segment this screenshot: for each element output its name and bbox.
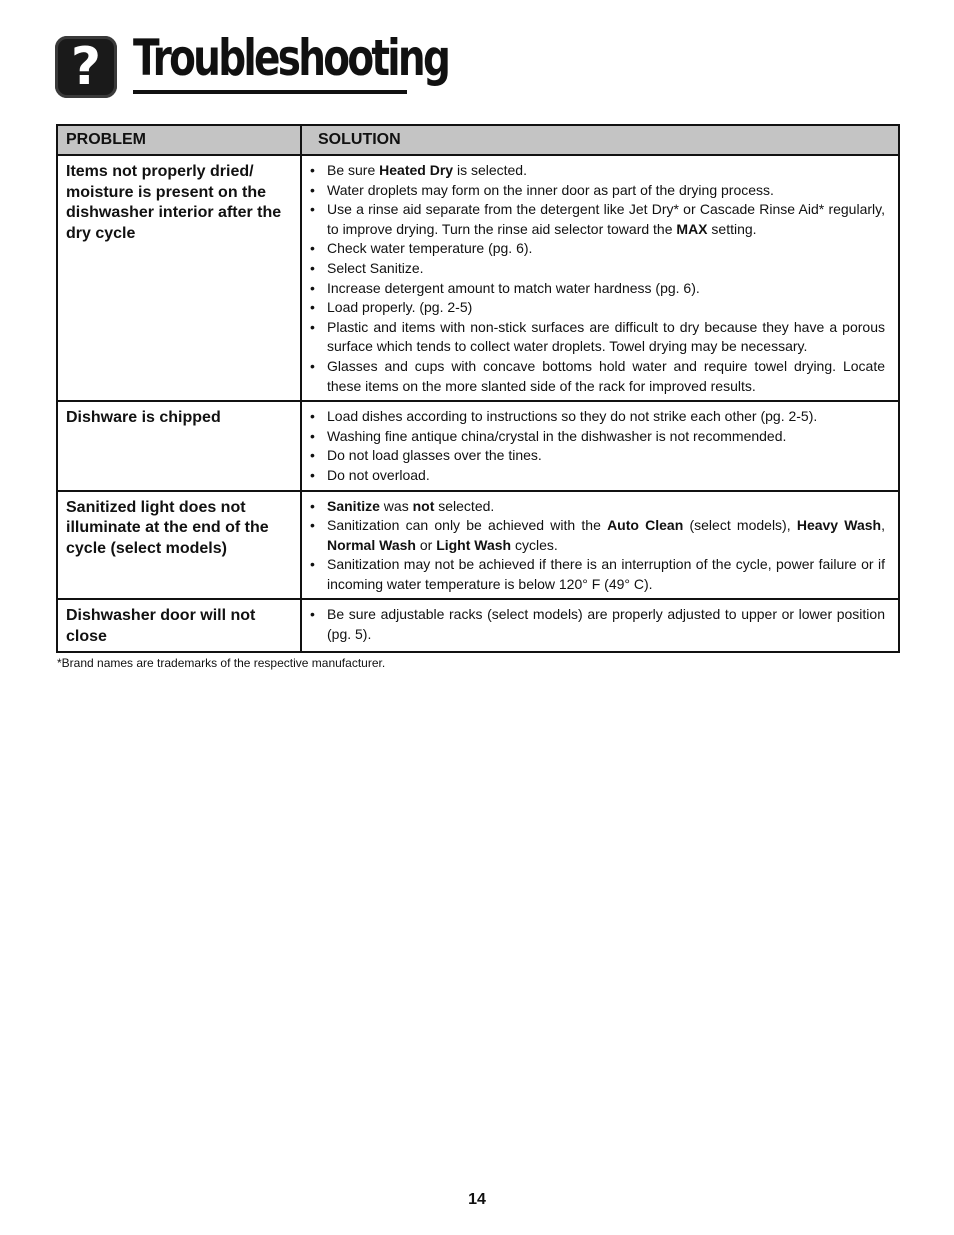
solution-text: Washing fine antique china/crystal in the dishwasher is not recommended. xyxy=(327,427,787,444)
column-header-solution: SOLUTION xyxy=(301,125,899,155)
solution-cell xyxy=(301,491,899,600)
solution-item xyxy=(310,407,885,427)
solution-text: Use a rinse aid separate from the detergent like Jet Dry* or Cascade Rinse Aid* regularly, to improve drying. Turn the rinse aid selector toward the xyxy=(327,201,885,237)
solution-item xyxy=(310,555,885,594)
problem-cell: Dishware is chipped xyxy=(57,401,301,490)
table-row xyxy=(57,155,899,401)
question-mark-glyph: ? xyxy=(70,37,102,97)
solution-text: Do not overload. xyxy=(327,466,430,483)
solution-emphasis: Heated Dry xyxy=(379,162,454,178)
solution-text: Plastic and items with non-stick surfaces are difficult to dry because they have a porous surface which tends to collect water droplets. Towel drying may be necessary. xyxy=(327,318,885,355)
solution-text: Be sure xyxy=(327,162,380,178)
solution-emphasis: Light Wash xyxy=(436,536,512,553)
solution-list xyxy=(310,605,885,644)
solution-item xyxy=(310,466,885,486)
solution-list xyxy=(310,161,885,396)
solution-text: Check water temperature (pg. 6). xyxy=(327,240,533,257)
solution-text: Glasses and cups with concave bottoms hold water and require towel drying. Locate these items on the more slanted side of the rack for improved results. xyxy=(327,357,885,394)
table-row xyxy=(57,599,899,652)
solution-text: , xyxy=(881,517,885,534)
solution-text: Water droplets may form on the inner door as part of the drying process. xyxy=(327,181,774,198)
troubleshooting-table xyxy=(56,124,900,653)
solution-item xyxy=(310,605,885,644)
solution-item xyxy=(310,181,885,201)
solution-item xyxy=(310,161,885,181)
solution-item xyxy=(310,298,885,318)
solution-item xyxy=(310,446,885,466)
solution-text: setting. xyxy=(707,220,757,237)
solution-text: Sanitization can only be achieved with the xyxy=(327,517,608,534)
solution-text: (select models), xyxy=(683,517,797,534)
solution-emphasis: Heavy Wash xyxy=(796,517,882,534)
solution-emphasis: Auto Clean xyxy=(607,517,684,534)
problem-cell: Sanitized light does not illuminate at the end of the cycle (select models) xyxy=(57,491,301,600)
solution-text: Do not load glasses over the tines. xyxy=(327,447,542,464)
table-header-row xyxy=(57,125,899,155)
solution-item xyxy=(310,259,885,279)
solution-text: or xyxy=(415,536,437,553)
solution-text: selected. xyxy=(434,497,495,514)
solution-cell xyxy=(301,155,899,401)
footnote: *Brand names are trademarks of the respective manufacturer. xyxy=(57,656,386,670)
solution-text: was xyxy=(379,497,413,514)
solution-cell xyxy=(301,401,899,490)
table-row xyxy=(57,401,899,490)
page-number: 14 xyxy=(468,1191,486,1208)
problem-cell: Dishwasher door will not close xyxy=(57,599,301,652)
solution-text: Load properly. (pg. 2-5) xyxy=(327,299,473,316)
page-title: Troubleshooting xyxy=(133,29,449,87)
solution-item xyxy=(310,516,885,555)
table-row xyxy=(57,491,899,600)
solution-emphasis: not xyxy=(412,497,435,514)
solution-list xyxy=(310,497,885,595)
solution-item xyxy=(310,357,885,396)
solution-text: Be sure adjustable racks (select models) are properly adjusted to upper or lower position (pg. 5). xyxy=(327,606,885,643)
solution-text: Select Sanitize. xyxy=(327,259,424,276)
solution-text: Increase detergent amount to match water hardness (pg. 6). xyxy=(327,279,700,296)
solution-text: cycles. xyxy=(511,536,558,553)
solution-emphasis: MAX xyxy=(676,220,708,237)
solution-text: Sanitization may not be achieved if there is an interruption of the cycle, power failure or if incoming water temperature is below 120° F (49° C). xyxy=(327,556,885,592)
solution-item xyxy=(310,427,885,447)
solution-emphasis: Sanitize xyxy=(327,497,380,514)
solution-text: is selected. xyxy=(453,162,527,178)
solution-item xyxy=(310,318,885,357)
column-header-problem: PROBLEM xyxy=(57,125,301,155)
table-body xyxy=(57,155,899,652)
solution-text: Load dishes according to instructions so they do not strike each other (pg. 2-5). xyxy=(327,408,818,425)
solution-item xyxy=(310,497,885,517)
solution-cell xyxy=(301,599,899,652)
solution-item xyxy=(310,279,885,299)
solution-emphasis: Normal Wash xyxy=(327,536,416,553)
title-underline xyxy=(133,90,407,94)
solution-item xyxy=(310,200,885,239)
solution-list xyxy=(310,407,885,485)
question-mark-icon xyxy=(55,36,117,98)
problem-cell: Items not properly dried/ moisture is present on the dishwasher interior after the dry cycle xyxy=(57,155,301,401)
solution-item xyxy=(310,239,885,259)
